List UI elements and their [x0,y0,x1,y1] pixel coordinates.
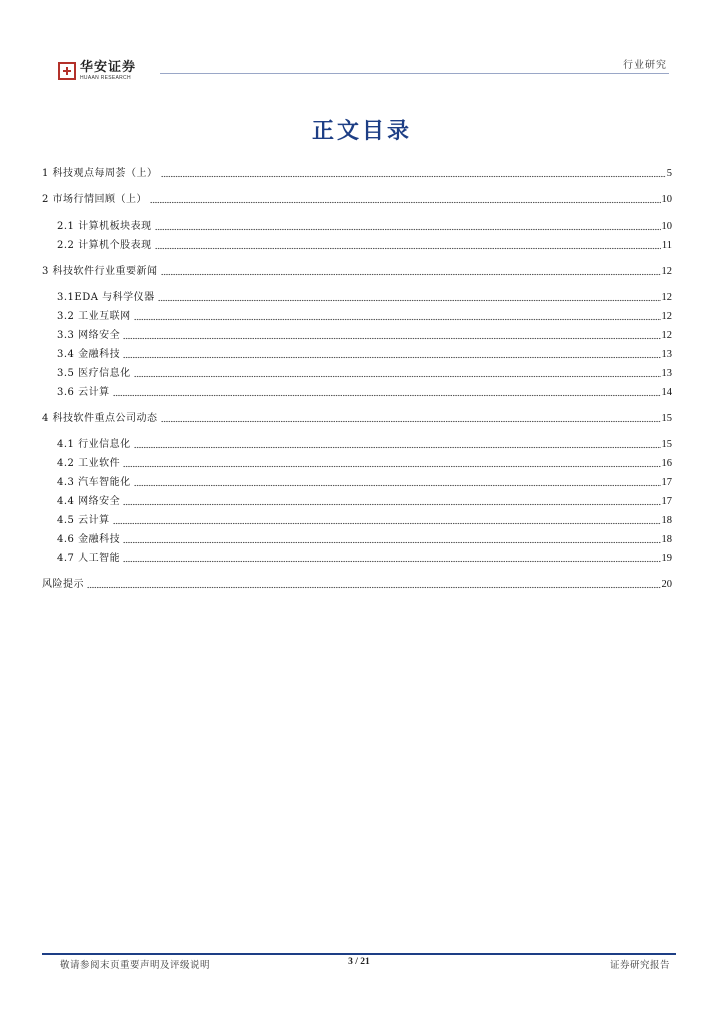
toc-entry[interactable] [57,310,672,323]
page-footer [42,957,676,971]
toc-entry-label: 4.6 金融科技 [57,534,121,545]
toc-entry[interactable] [57,438,672,451]
toc-entry-page: 18 [661,534,672,545]
toc-dot-leader [123,503,660,506]
toc-entry-page: 17 [661,496,672,507]
toc-entry-label: 2.2 计算机个股表现 [57,240,152,251]
toc-entry-label: 4.2 工业软件 [57,458,121,469]
toc-entry-label: 3 科技软件行业重要新闻 [42,266,158,277]
toc-entry-page: 5 [666,168,672,179]
toc-entry[interactable] [42,167,672,180]
toc-entry[interactable] [42,578,672,591]
toc-entry[interactable] [42,265,672,278]
toc-entry[interactable] [57,348,672,361]
toc-entry[interactable] [57,476,672,489]
toc-entry[interactable] [57,533,672,546]
toc-entry[interactable] [57,495,672,508]
toc-entry[interactable] [57,329,672,342]
toc-entry-page: 10 [661,194,672,205]
toc-entry-page: 19 [661,553,672,564]
company-logo [58,61,136,81]
page-number: 3 / 21 [348,957,370,967]
toc-entry-label: 4 科技软件重点公司动态 [42,413,158,424]
toc-entry-page: 15 [661,439,672,450]
toc-entry-page: 15 [661,413,672,424]
toc-dot-leader [161,273,661,276]
header-divider [160,73,669,74]
toc-entry-page: 18 [661,515,672,526]
toc-dot-leader [155,228,661,231]
toc-entry-page: 16 [661,458,672,469]
toc-entry-label: 3.4 金融科技 [57,349,121,360]
toc-entry-label: 2.1 计算机板块表现 [57,221,152,232]
toc-entry-page: 12 [661,330,672,341]
toc-entry-label: 风险提示 [42,579,84,590]
toc-dot-leader [123,541,660,544]
toc-dot-leader [123,356,660,359]
toc-entry[interactable] [57,220,672,233]
report-type: 证券研究报告 [609,960,670,971]
toc-dot-leader [134,375,661,378]
toc-entry-label: 4.4 网络安全 [57,496,121,507]
toc-entry[interactable] [57,291,672,304]
toc-dot-leader [87,586,661,589]
footer-divider [42,953,676,955]
toc-title: 正文目录 [311,119,412,144]
toc-entry-page: 12 [661,292,672,303]
toc-entry-page: 11 [661,240,672,251]
toc-dot-leader [123,465,660,468]
toc-entry-label: 4.7 人工智能 [57,553,121,564]
toc-entry-page: 12 [661,266,672,277]
toc-entry[interactable] [57,514,672,527]
toc-entry-label: 4.5 云计算 [57,515,110,526]
footer-disclaimer: 敬请参阅末页重要声明及评级说明 [60,960,211,971]
toc-dot-leader [161,175,666,178]
logo-seal-icon [58,62,76,80]
toc-dot-leader [113,394,661,397]
toc-entry-page: 12 [661,311,672,322]
toc-entry-label: 3.6 云计算 [57,387,110,398]
toc-dot-leader [113,522,661,525]
toc-dot-leader [123,560,660,563]
toc-entry-label: 1 科技观点每周荟（上） [42,168,158,179]
report-category: 行业研究 [623,60,667,71]
toc-dot-leader [158,299,661,302]
toc-entry[interactable] [57,367,672,380]
toc-entry-label: 3.5 医疗信息化 [57,368,131,379]
toc-dot-leader [134,318,661,321]
toc-dot-leader [150,201,660,204]
toc-dot-leader [134,446,661,449]
toc-entry-label: 4.3 汽车智能化 [57,477,131,488]
toc-entry-page: 13 [661,349,672,360]
logo-name-cn: 华安证券 [80,60,137,75]
toc-entry[interactable] [42,193,672,206]
toc-entry-label: 4.1 行业信息化 [57,439,131,450]
toc-entry-page: 10 [661,221,672,232]
toc-entry-label: 3.2 工业互联网 [57,311,131,322]
toc-entry-page: 13 [661,368,672,379]
toc-entry-label: 2 市场行情回顾（上） [42,194,148,205]
toc-dot-leader [161,420,661,423]
toc-dot-leader [123,337,660,340]
toc-entry[interactable] [57,457,672,470]
toc-entry-label: 3.1EDA 与科学仪器 [57,292,155,303]
logo-name-en: HUAAN RESEARCH [80,75,131,81]
toc-dot-leader [155,247,661,250]
toc-entry-page: 20 [661,579,672,590]
toc-entry-page: 14 [661,387,672,398]
page-header [0,0,724,90]
toc-entry[interactable] [57,552,672,565]
toc-entry[interactable] [42,412,672,425]
toc-dot-leader [134,484,661,487]
toc-entry-label: 3.3 网络安全 [57,330,121,341]
toc-entry[interactable] [57,239,672,252]
toc-entry[interactable] [57,386,672,399]
toc-entry-page: 17 [661,477,672,488]
